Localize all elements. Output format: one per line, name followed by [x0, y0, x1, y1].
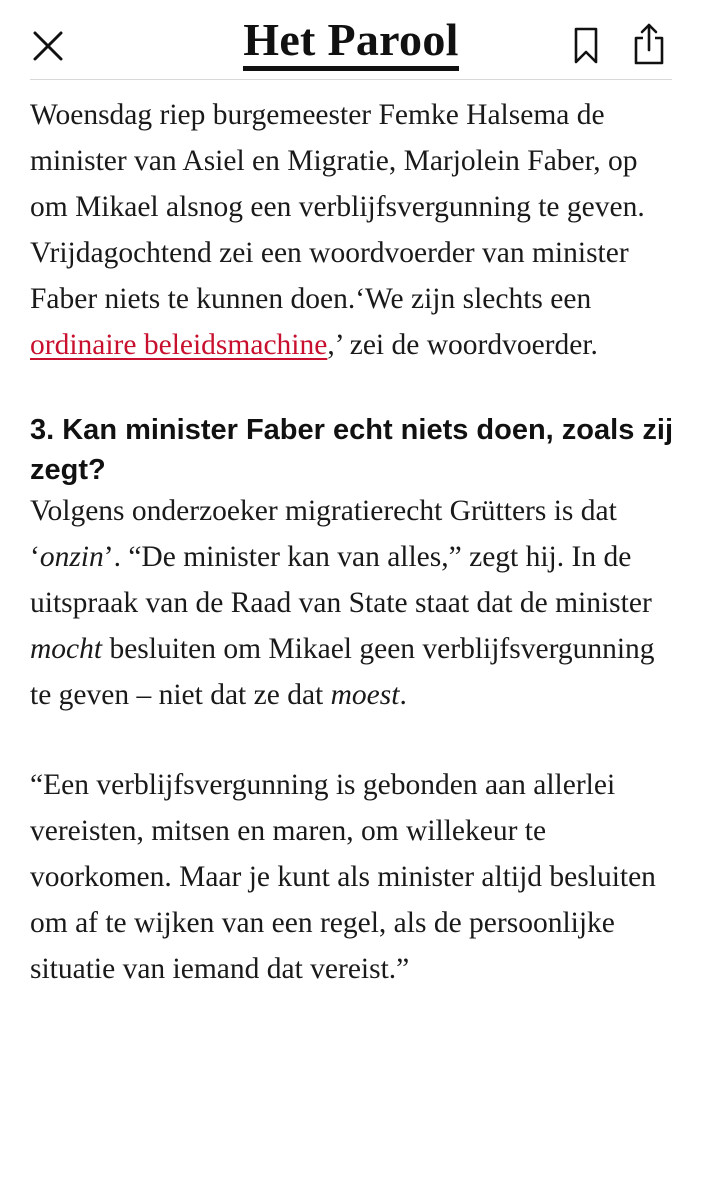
- bookmark-button[interactable]: [572, 26, 600, 66]
- inline-link[interactable]: ordinaire beleidsmachine: [30, 329, 328, 361]
- emphasis-text: mocht: [30, 633, 103, 665]
- paragraph-text: besluiten om Mikael geen verblijfsvergunning te geven – niet dat ze dat: [30, 633, 655, 711]
- article-body: [30, 92, 680, 992]
- header-divider: [30, 79, 672, 80]
- bookmark-icon: [572, 26, 600, 66]
- emphasis-text: moest: [330, 679, 400, 711]
- paragraph-text: ’. “De minister kan van alles,” zegt hij. In de uitspraak van de Raad van State staat dat de minister: [30, 541, 652, 619]
- brand-name: Het Parool: [243, 14, 458, 71]
- share-icon: [632, 22, 666, 66]
- top-bar: [0, 0, 702, 80]
- article-quote-paragraph: “Een verblijfsvergunning is gebonden aan allerlei vereisten, mitsen en maren, om willekeur te voorkomen. Maar je kunt als minister altijd besluiten om af te wijken van een regel, als de persoonlijke situatie van iemand dat vereist.”: [30, 769, 656, 985]
- paragraph-text: ,’ zei de woordvoerder.: [327, 329, 598, 361]
- article-paragraph: [30, 488, 680, 718]
- paragraph-text: Volgens onderzoeker migratierecht Grütters is dat ‘: [30, 495, 617, 573]
- article-paragraph: [30, 92, 680, 368]
- paragraph-text: .: [399, 679, 407, 711]
- emphasis-text: onzin: [39, 541, 104, 573]
- share-button[interactable]: [632, 22, 666, 66]
- section-heading: 3. Kan minister Faber echt niets doen, zoals zij zegt?: [30, 414, 673, 486]
- paragraph-text: Woensdag riep burgemeester Femke Halsema de minister van Asiel en Migratie, Marjolein Faber, op om Mikael alsnog een verblijfsvergunning te geven. Vrijdagochtend zei een woordvoerder van minister Faber niets te kunnen doen.‘We zijn slechts een: [30, 99, 645, 315]
